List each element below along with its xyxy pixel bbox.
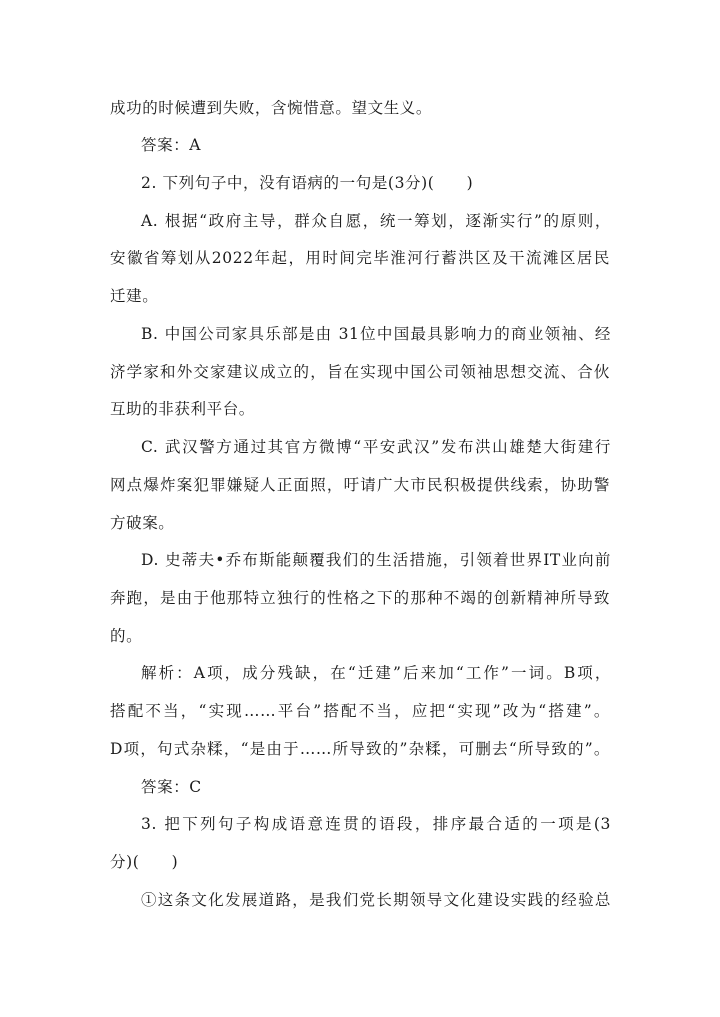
question-3-stem: 3. 把下列句子构成语意连贯的语段，排序最合适的一项是(3 (141, 815, 611, 833)
option-b-line: 互助的非获利平台。 (110, 400, 255, 418)
answer-line: 答案：C (141, 778, 202, 796)
option-a-line: 迁建。 (110, 287, 159, 305)
option-a-line: A. 根据“政府主导，群众自愿，统一筹划，逐渐实行”的原则， (141, 212, 611, 230)
sentence-1-line: ①这条文化发展道路，是我们党长期领导文化建设实践的经验总 (141, 891, 611, 909)
option-a-line: 安徽省筹划从2022年起，用时间完毕淮河行蓄洪区及干流滩区居民 (110, 249, 610, 267)
option-d-line: 的。 (110, 627, 143, 645)
option-b-line: B. 中国公司家具乐部是由 31位中国最具影响力的商业领袖、经 (141, 325, 611, 343)
option-c-line: 网点爆炸案犯罪嫌疑人正面照，吁请广大市民积极提供线索，协助警 (110, 476, 610, 494)
option-c-line: 方破案。 (110, 514, 175, 532)
option-d-line: 奔跑，是由于他那特立独行的性格之下的那种不竭的创新精神所导致 (110, 589, 610, 607)
analysis-line: D项，句式杂糅，“是由于……所导致的”杂糅，可删去“所导致的”。 (110, 740, 610, 758)
option-b-line: 济学家和外交家建议成立的，旨在实现中国公司领袖思想交流、合伙 (110, 363, 610, 381)
question-3-stem: 分)( ) (110, 853, 179, 871)
text-line: 成功的时候遭到失败，含惋惜意。望文生义。 (110, 99, 433, 117)
answer-line: 答案：A (141, 136, 202, 154)
option-c-line: C. 武汉警方通过其官方微博“平安武汉”发布洪山雄楚大街建行 (141, 438, 611, 456)
analysis-line: 解析：A项，成分残缺，在“迁建”后来加“工作”一词。B项， (141, 664, 611, 682)
question-2-stem: 2. 下列句子中，没有语病的一句是(3分)( ) (141, 174, 474, 192)
option-d-line: D. 史蒂夫•乔布斯能颠覆我们的生活措施，引领着世界IT业向前 (141, 551, 611, 569)
analysis-line: 搭配不当，“实现……平台”搭配不当，应把“实现”改为“搭建”。 (110, 702, 610, 720)
